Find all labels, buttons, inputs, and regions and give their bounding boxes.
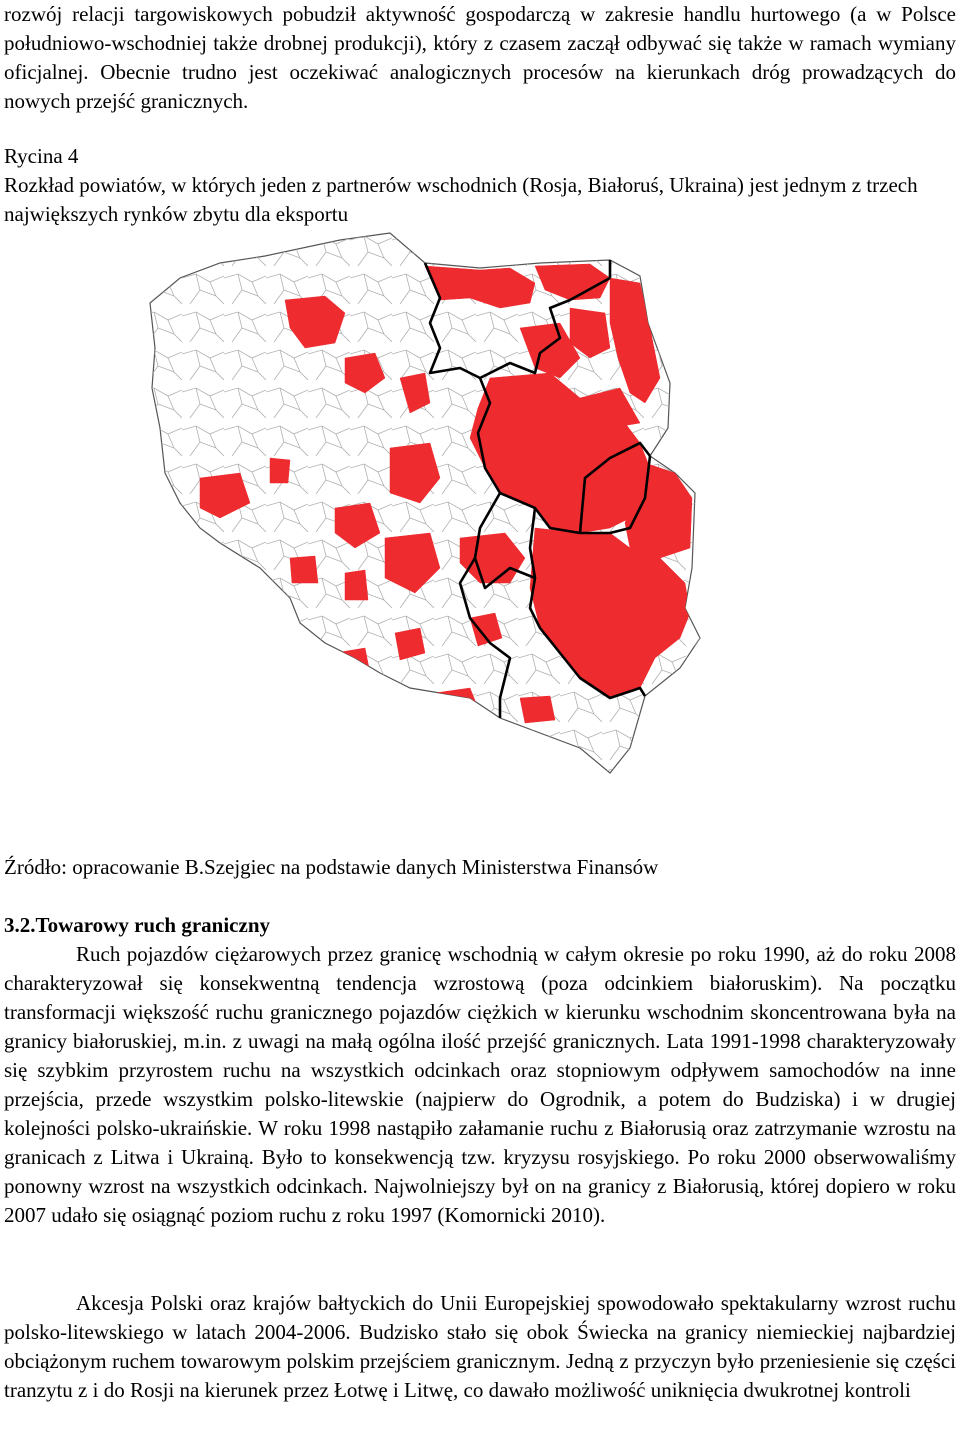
figure-title: Rozkład powiatów, w których jeden z partnerów wschodnich (Rosja, Białoruś, Ukraina) jest jednym z trzech największych rynków zbytu dla eksportu bbox=[4, 173, 918, 226]
section-paragraph-1: Ruch pojazdów ciężarowych przez granicę wschodnią w całym okresie po roku 1990, aż do roku 2008 charakteryzował się konsekwentną tendencja wzrostową (poza odcinkiem białoruskim). Na początku transformacji większość ruchu granicznego pojazdów ciężkich w kierunku wschodnim skoncentrowana była na granicy białoruskiej, m.in. z uwagi na małą ogólna ilość przejść granicznych. Lata 1991-1998 charakteryzowały się szybkim przyrostem ruchu na wszystkich odcinkach oraz stopniowym odpływem samochodów na inne przejścia, przede wszystkim polsko-litewskie (najpierw do Ogrodnik, a potem do Budziska) i w drugiej kolejności polsko-ukraińskie. W roku 1998 nastąpiło załamanie ruchu z Białorusią oraz zatrzymanie wzrostu na granicach z Litwa i Ukrainą. Było to konsekwencją tzw. kryzysu rosyjskiego. Po roku 2000 obserwowaliśmy ponowny wzrost na wszystkich odcinkach. Najwolniejszy był on na granicy z Białorusią, której dopiero w roku 2007 udało się osiągnąć poziom ruchu z roku 1997 (Komornicki 2010). bbox=[4, 942, 956, 1227]
poland-county-map bbox=[140, 228, 710, 788]
figure-source: Źródło: opracowanie B.Szejgiec na podstawie danych Ministerstwa Finansów bbox=[4, 855, 659, 879]
section-paragraph-2: Akcesja Polski oraz krajów bałtyckich do Unii Europejskiej spowodowało spektakularny wzrost ruchu polsko-litewskiego w latach 2004-2006. Budzisko stało się obok Świecka na granicy niemieckiej najbardziej obciążonym ruchem towarowym polskim przejściem granicznym. Jedną z przyczyn było przeniesienie się części tranzytu z i do Rosji na kierunek przez Łotwę i Litwę, co dawało możliwość uniknięcia dwukrotnej kontroli bbox=[4, 1291, 956, 1402]
section-heading: 3.2.Towarowy ruch graniczny bbox=[4, 913, 271, 937]
figure-number: Rycina 4 bbox=[4, 144, 79, 168]
intro-paragraph: rozwój relacji targowiskowych pobudził aktywność gospodarczą w zakresie handlu hurtowego (a w Polsce południowo-wschodniej także drobnej produkcji), który z czasem zaczął odbywać się także w ramach wymiany oficjalnej. Obecnie trudno jest oczekiwać analogicznych procesów na kierunkach dróg prowadzących do nowych przejść granicznych. bbox=[4, 2, 956, 113]
